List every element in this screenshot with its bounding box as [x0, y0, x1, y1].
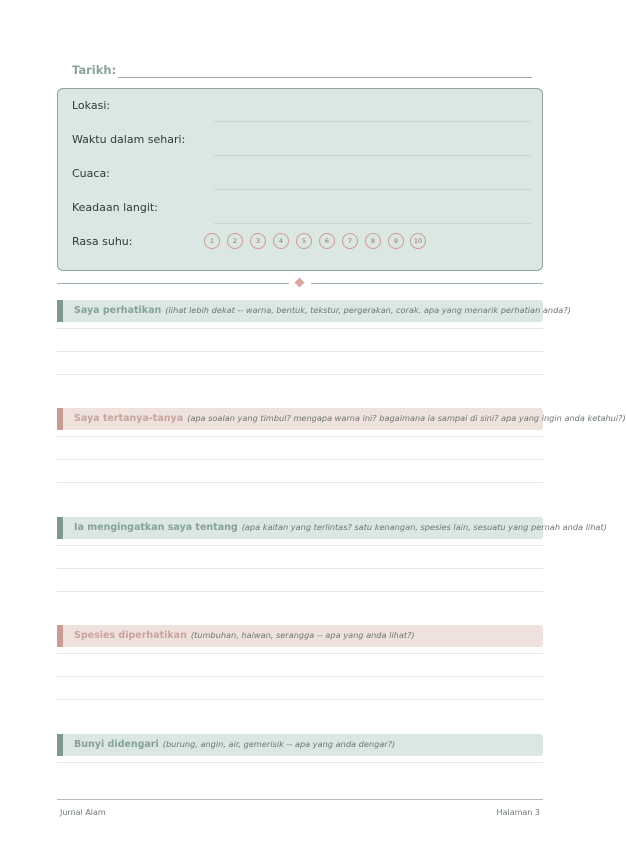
- section-accent-bar: [57, 408, 63, 430]
- section-header: [57, 625, 543, 647]
- section-header: [57, 734, 543, 756]
- sky-row: [72, 199, 532, 219]
- section-hint: (tumbuhan, haiwan, serangga -- apa yang anda lihat?): [190, 630, 415, 640]
- scale-circle-2[interactable]: 2: [227, 233, 243, 249]
- writing-line[interactable]: [57, 762, 543, 763]
- section-title: Spesies diperhatikan: [74, 630, 187, 641]
- section-title: Ia mengingatkan saya tentang: [74, 522, 238, 533]
- observation-details-box: [57, 88, 543, 271]
- date-label: Tarikh:: [72, 63, 117, 77]
- section-i-notice: [57, 300, 571, 322]
- section-header: [57, 300, 571, 322]
- date-row: [72, 62, 532, 80]
- footer-rule: [57, 799, 543, 800]
- writing-line[interactable]: [57, 374, 543, 375]
- section-species-observed: [57, 625, 543, 647]
- divider-line-left: [57, 283, 289, 284]
- section-accent-bar: [57, 300, 63, 322]
- writing-line[interactable]: [57, 351, 543, 352]
- date-write-line[interactable]: [118, 77, 532, 78]
- writing-line[interactable]: [57, 436, 543, 437]
- divider-line-right: [311, 283, 543, 284]
- writing-line[interactable]: [57, 459, 543, 460]
- scale-circle-9[interactable]: 9: [388, 233, 404, 249]
- scale-circle-4[interactable]: 4: [273, 233, 289, 249]
- footer-journal-name: Jurnal Alam: [60, 808, 106, 817]
- section-accent-bar: [57, 734, 63, 756]
- writing-line[interactable]: [57, 482, 543, 483]
- section-hint: (apa soalan yang timbul? mengapa warna ini? bagaimana ia sampai di sini? apa yang ingin anda ketahui?): [187, 413, 626, 423]
- time-of-day-label: Waktu dalam sehari:: [72, 133, 186, 146]
- section-it-reminds-me: [57, 517, 607, 539]
- temperature-feel-label: Rasa suhu:: [72, 235, 133, 248]
- writing-line[interactable]: [57, 699, 543, 700]
- footer-page-number: Halaman 3: [496, 808, 540, 817]
- section-title: Saya perhatikan: [74, 305, 162, 316]
- writing-line[interactable]: [57, 676, 543, 677]
- section-hint: (apa kaitan yang terlintas? satu kenangan, spesies lain, sesuatu yang pernah anda lihat): [241, 522, 607, 532]
- location-write-line[interactable]: [214, 121, 532, 122]
- section-sounds-heard: [57, 734, 543, 756]
- section-header: [57, 408, 626, 430]
- diamond-ornament-icon: [295, 278, 305, 288]
- scale-circle-3[interactable]: 3: [250, 233, 266, 249]
- location-row: [72, 97, 532, 117]
- section-accent-bar: [57, 625, 63, 647]
- writing-line[interactable]: [57, 591, 543, 592]
- weather-label: Cuaca:: [72, 167, 110, 180]
- section-hint: (burung, angin, air, gemerisik -- apa yang anda dengar?): [162, 739, 396, 749]
- sky-condition-write-line[interactable]: [214, 223, 532, 224]
- writing-line[interactable]: [57, 328, 543, 329]
- writing-line[interactable]: [57, 545, 543, 546]
- location-label: Lokasi:: [72, 99, 111, 112]
- weather-write-line[interactable]: [214, 189, 532, 190]
- section-accent-bar: [57, 517, 63, 539]
- scale-circle-6[interactable]: 6: [319, 233, 335, 249]
- scale-circle-10[interactable]: 10: [410, 233, 426, 249]
- scale-circle-8[interactable]: 8: [365, 233, 381, 249]
- scale-circle-5[interactable]: 5: [296, 233, 312, 249]
- temperature-row: [72, 233, 532, 253]
- sky-condition-label: Keadaan langit:: [72, 201, 158, 214]
- time-of-day-write-line[interactable]: [214, 155, 532, 156]
- writing-line[interactable]: [57, 653, 543, 654]
- section-title: Bunyi didengari: [74, 739, 159, 750]
- time-row: [72, 131, 532, 151]
- scale-circle-1[interactable]: 1: [204, 233, 220, 249]
- writing-line[interactable]: [57, 568, 543, 569]
- section-header: [57, 517, 607, 539]
- section-i-wonder: [57, 408, 626, 430]
- section-hint: (lihat lebih dekat -- warna, bentuk, tekstur, pergerakan, corak. apa yang menarik perhatian anda?): [165, 305, 571, 315]
- scale-circle-7[interactable]: 7: [342, 233, 358, 249]
- weather-row: [72, 165, 532, 185]
- section-title: Saya tertanya-tanya: [74, 413, 184, 424]
- section-divider: [57, 277, 543, 289]
